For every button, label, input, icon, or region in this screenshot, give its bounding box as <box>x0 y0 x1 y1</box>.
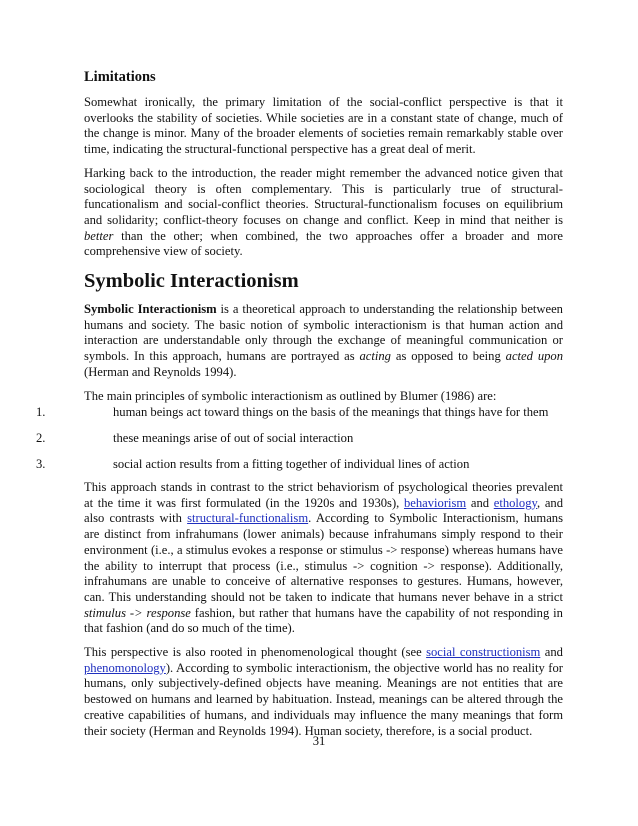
list-number: 1. <box>36 405 46 419</box>
text-run: . According to Symbolic Interactionism, humans are distinct from infrahumans (lower animals) because infrahumans simply respond to their environment (i.e., a stimulus evokes a response or stimulus -> response) whereas humans have the ability to interrupt that process (i.e., stimulus -> cognition -> response). Additionally, infrahumans are unable to conceive of alternative responses to gestures. Humans, however, can. This understanding should not be taken to indicate that humans never behave in a strict <box>84 511 564 604</box>
text-run: This perspective is also rooted in phenomenological thought (see <box>84 645 427 660</box>
limitations-heading: Limitations <box>84 69 156 85</box>
text-run: and <box>466 495 494 510</box>
phenomenology-paragraph <box>84 645 563 739</box>
emphasis-acting: acting <box>359 349 391 364</box>
behaviorism-paragraph <box>84 480 563 637</box>
phenomonology-link[interactable]: phenomonology <box>84 660 166 675</box>
text-run: as opposed to being <box>390 349 506 364</box>
emphasis-better: better <box>84 228 114 243</box>
text-run: is a theoretical approach to understanding the relationship between humans and society. The basic notion of symbolic interactionism is that human action and interaction are understandable only through the exchange of meaningful communication or symbols. In this approach, humans are portrayed as <box>84 302 563 364</box>
text-run: fashion, but rather that humans have the capability of not responding in that fashion (and do so much of the time). <box>84 605 563 636</box>
content-top <box>84 68 563 412</box>
text-run: and <box>540 645 563 660</box>
complementary-paragraph <box>84 166 563 260</box>
emphasis-stimulus-response: stimulus -> response <box>84 605 191 620</box>
list-item <box>0 456 638 474</box>
social-constructionism-link[interactable]: social constructionism <box>426 645 541 660</box>
emphasis-acted-upon: acted upon <box>505 349 564 364</box>
limitations-paragraph: Somewhat ironically, the primary limitation of the social-conflict perspective is that it overlooks the stability of societies. While societies are in a constant state of change, much of the change is minor. Many of the broader elements of societies remain remarkably stable over time, indicating the structural-functional perspective has a great deal of merit. <box>84 95 563 157</box>
text-run: (Herman and Reynolds 1994). <box>84 364 237 379</box>
structural-functionalism-link[interactable]: structural-functionalism <box>187 511 309 526</box>
text-run: Harking back to the introduction, the reader might remember the advanced notice given that sociological theory is often complementary. This is particularly true of structural-funcationalism and social-conflict theories. Structural-functionalism focuses on equilibrium and solidarity; conflict-theory focuses on change and conflict. Keep in mind that neither is <box>84 165 563 227</box>
text-run: than the other; when combined, the two approaches offer a broader and more comprehensive view of society. <box>84 228 563 259</box>
ethology-link[interactable]: ethology <box>493 495 538 510</box>
list-text: social action results from a fitting together of individual lines of action <box>113 457 470 471</box>
list-number: 3. <box>36 457 46 471</box>
list-text: human beings act toward things on the basis of the meanings that things have for them <box>113 405 549 419</box>
symbolic-interactionism-heading: Symbolic Interactionism <box>84 270 299 293</box>
text-run: ). According to symbolic interactionism, the objective world has no reality for humans, only subjectively-defined objects have meaning. Meanings are not entities that are bestowed on humans and learned by habituation. Instead, meanings can be altered through the creative capabilities of humans, and individuals may influence the many meanings that form their society (Herman and Reynolds 1994). Human society, therefore, is a social product. <box>84 660 563 738</box>
behaviorism-link[interactable]: behaviorism <box>403 495 467 510</box>
content-bottom <box>84 480 563 747</box>
list-number: 2. <box>36 431 46 445</box>
definition-paragraph <box>84 302 563 381</box>
bold-term: Symbolic Interactionism <box>84 302 217 317</box>
list-item <box>0 404 638 422</box>
list-text: these meanings arise of out of social interaction <box>113 431 354 445</box>
text-run: , and also contrasts with <box>84 495 564 526</box>
text-run: This approach stands in contrast to the strict behaviorism of psychological theories prevalent at the time it was first formulated (in the 1920s and 1930s), <box>84 480 563 510</box>
principles-intro: The main principles of symbolic interactionism as outlined by Blumer (1986) are: <box>84 388 497 403</box>
page-number: 31 <box>312 734 326 748</box>
list-item <box>0 430 638 448</box>
